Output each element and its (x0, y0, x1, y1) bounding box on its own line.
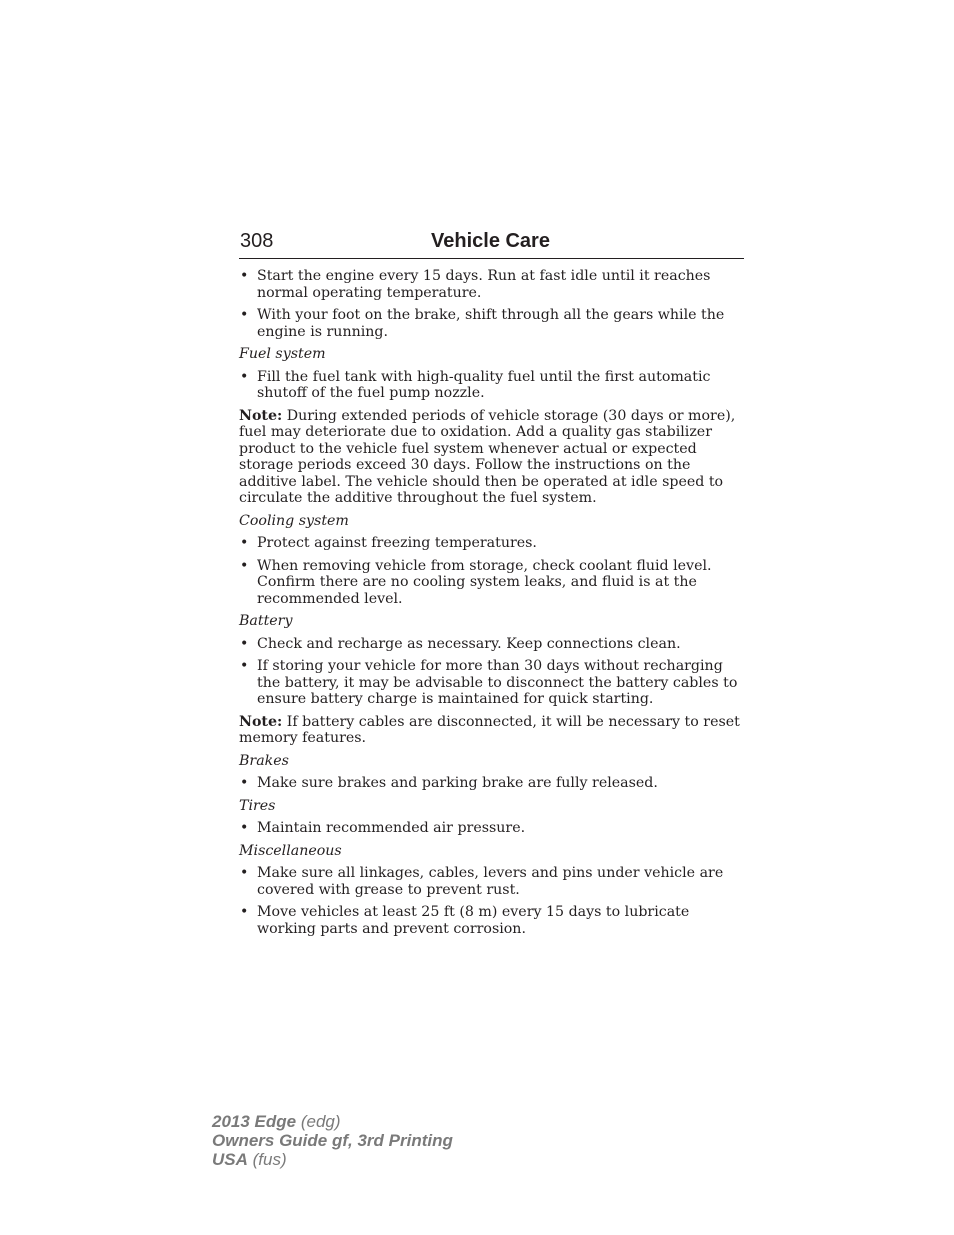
list-item-text: Maintain recommended air pressure. (257, 820, 526, 836)
footer-model-code: (edg) (296, 1112, 341, 1131)
list-item (239, 658, 744, 708)
list-item (239, 369, 744, 402)
subheading-battery: Battery (239, 613, 293, 629)
bullet-icon: • (240, 307, 249, 323)
bullet-icon: • (240, 635, 249, 652)
list-item-text: Fill the fuel tank with high-quality fuel until the first automatic shutoff of the fuel pump nozzle. (257, 368, 711, 401)
subheading-miscellaneous: Miscellaneous (239, 842, 342, 859)
note-text: During extended periods of vehicle storage (30 days or more), fuel may deteriorate due to oxidation. Add a quality gas stabilizer product to the vehicle fuel system whenever actual or expected storage periods exceed 30 days. Follow the instructions on the additive label. The vehicle should then be operated at idle speed to circulate the additive throughout the fuel system. (239, 407, 736, 506)
bullet-icon: • (240, 535, 249, 551)
list-item (239, 558, 744, 608)
note-paragraph (239, 714, 744, 747)
list-item-text: With your foot on the brake, shift through all the gears while the engine is running. (257, 307, 725, 340)
footer-guide-line (212, 1131, 453, 1150)
subheading-cooling-system: Cooling system (239, 512, 349, 529)
list-item (239, 820, 744, 837)
footer-market-line (212, 1150, 453, 1169)
subheading-fuel-system: Fuel system (239, 346, 326, 362)
note-text: If battery cables are disconnected, it will be necessary to reset memory features. (239, 713, 740, 746)
list-item-text: Make sure brakes and parking brake are fully released. (257, 775, 658, 791)
bullet-icon: • (240, 658, 249, 674)
footer-market-code: (fus) (247, 1150, 287, 1169)
list-item-text: When removing vehicle from storage, check coolant fluid level. Confirm there are no cooling system leaks, and fluid is at the recommended level. (257, 557, 712, 607)
page-number: 308 (240, 230, 274, 252)
page-header (239, 229, 744, 259)
note-label: Note: (239, 713, 283, 730)
note-label: Note: (239, 407, 283, 424)
list-item (239, 535, 744, 552)
list-item-text: Move vehicles at least 25 ft (8 m) every 15 days to lubricate working parts and prevent corrosion. (257, 904, 690, 937)
page-footer (212, 1112, 453, 1169)
subheading-brakes: Brakes (239, 752, 289, 769)
list-item-text: Check and recharge as necessary. Keep connections clean. (257, 635, 681, 652)
bullet-icon: • (240, 775, 249, 791)
subheading-tires: Tires (239, 797, 276, 814)
list-item (239, 904, 744, 937)
list-item-text: Make sure all linkages, cables, levers and pins under vehicle are covered with grease to prevent rust. (257, 865, 724, 898)
section-title: Vehicle Care (431, 230, 550, 252)
note-paragraph (239, 408, 744, 507)
footer-model: 2013 Edge (212, 1112, 297, 1131)
list-item-text: Protect against freezing temperatures. (257, 535, 537, 551)
list-item (239, 636, 744, 653)
footer-guide: Owners Guide gf, 3rd Printing (212, 1131, 453, 1150)
bullet-icon: • (240, 865, 249, 881)
list-item (239, 865, 744, 898)
list-item (239, 268, 744, 301)
bullet-icon: • (240, 268, 249, 284)
list-item-text: If storing your vehicle for more than 30 days without recharging the battery, it may be advisable to disconnect the battery cables to ensure battery charge is maintained for quick starting. (257, 658, 738, 707)
list-item-text: Start the engine every 15 days. Run at fast idle until it reaches normal operating temperature. (257, 268, 711, 301)
list-item (239, 307, 744, 340)
footer-model-line (212, 1112, 453, 1131)
bullet-icon: • (240, 904, 249, 920)
bullet-icon: • (240, 820, 249, 836)
bullet-icon: • (240, 557, 249, 574)
bullet-icon: • (240, 368, 249, 385)
list-item (239, 775, 744, 792)
page-content (239, 268, 744, 943)
footer-market: USA (212, 1150, 248, 1169)
